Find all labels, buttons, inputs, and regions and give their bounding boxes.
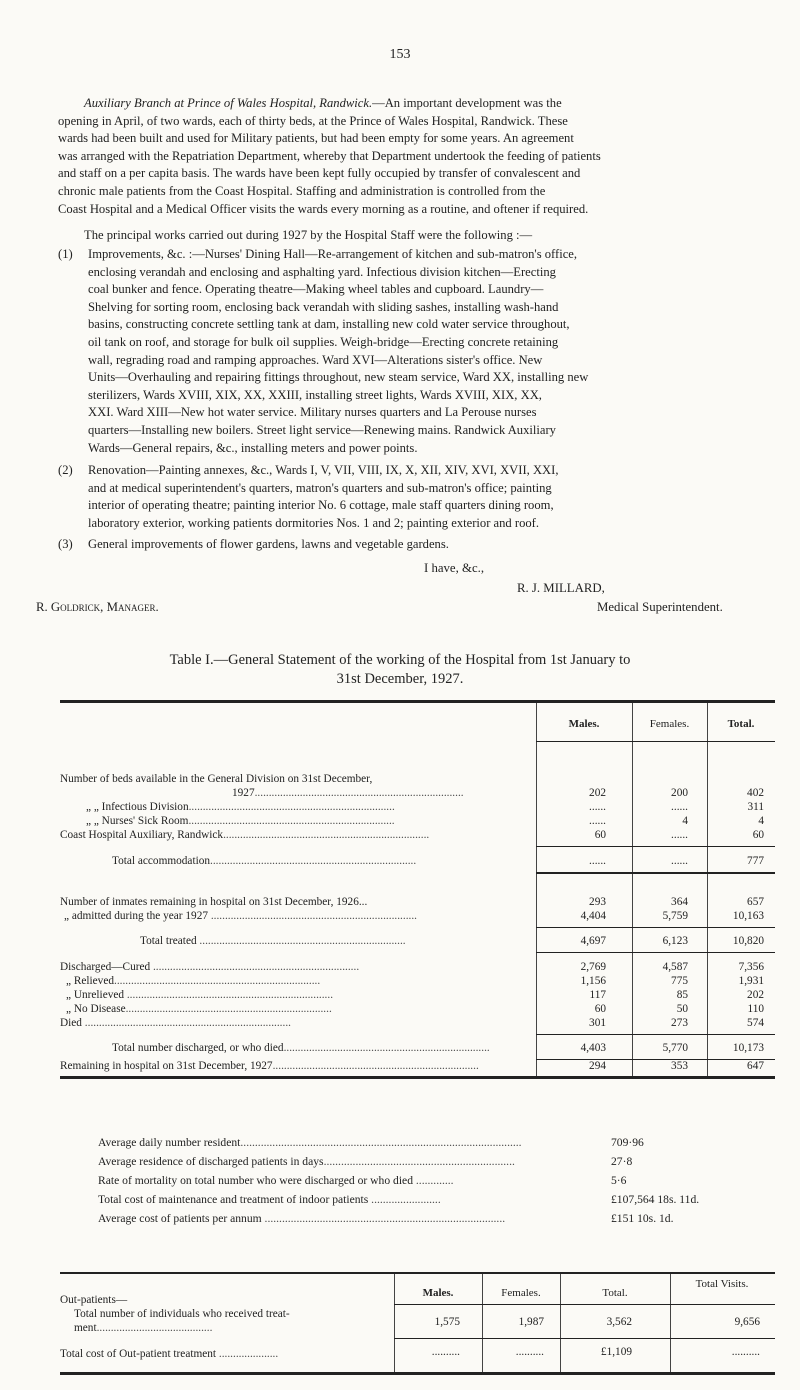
signature-name: R. J. MILLARD, [517, 581, 605, 595]
works-item-number: (1) [58, 247, 73, 261]
average-row [98, 1174, 738, 1193]
works-line: enclosing verandah and enclosing and asphalting yard. Infectious division kitchen—Erecting [88, 264, 556, 279]
table1-cell: 1,156 [580, 975, 606, 987]
table1-cell: 7,356 [738, 961, 764, 973]
average-row-label: Rate of mortality on total number who were discharged or who died ............. [98, 1174, 454, 1187]
table2-cell: .......... [731, 1346, 760, 1358]
intro-line: chronic male patients from the Coast Hospital. Staffing and administration is controlled from the [58, 183, 546, 198]
intro-line: —An important development was the [372, 96, 562, 110]
works-item-1 [58, 246, 766, 457]
table1-cell: 117 [589, 989, 606, 1001]
table1-cell: 4,587 [662, 961, 688, 973]
table1-row-label: Died [60, 1017, 82, 1029]
averages-list [98, 1136, 738, 1231]
manager-signature: R. Goldrick, Manager. [36, 600, 159, 614]
table1-cell: 364 [671, 896, 688, 908]
table1-row-label: „ Relieved [66, 975, 114, 987]
average-row-value: 27·8 [611, 1155, 633, 1168]
works-line: wall, regrading road and ramping approaches. Ward XVI—Alterations sister's office. New [88, 352, 543, 367]
average-row [98, 1193, 738, 1212]
average-row-value: £151 10s. 1d. [611, 1212, 674, 1225]
table1-row: „ „ Nurses' Sick Room......................................................................... [86, 815, 395, 827]
average-row-value: £107,564 18s. 11d. [611, 1193, 700, 1206]
table1-cell: ...... [671, 855, 688, 867]
intro-line: wards had been built and used for Military patients, but had been empty for some years. An agreement [58, 131, 574, 146]
table1-cell: 4,697 [580, 935, 606, 947]
table1-cell: 273 [671, 1017, 688, 1029]
table2-row2-label: Total cost of Out-patient treatment [60, 1348, 217, 1360]
table1-row-label: „ No Disease [66, 1003, 126, 1015]
signature-title: Medical Superintendent. [597, 600, 723, 614]
works-line: basins, constructing concrete settling tank at dam, installing new cold water service throughout, [88, 317, 570, 332]
table1-cell: 60 [594, 1003, 606, 1015]
table1-cell: ...... [671, 801, 688, 813]
table2-header-total: Total. [602, 1287, 628, 1299]
table1-row: Total treated ......................................................................... [140, 935, 406, 947]
works-line: Renovation—Painting annexes, &c., Wards I, V, VII, VIII, IX, X, XII, XIV, XVI, XVII, XXI, [88, 463, 559, 477]
table1-cell: 4,404 [580, 910, 606, 922]
intro-line: and staff on a per capita basis. The wards have been kept fully occupied by transfer of convalescent and [58, 166, 581, 181]
table2-heading: Out-patients— [60, 1294, 128, 1306]
table1-row: „ No Disease......................................................................... [66, 1003, 332, 1015]
table1-section-rule [536, 872, 775, 874]
table1-cell: 200 [671, 787, 688, 799]
table2-header-total-visits: Total Visits. [695, 1278, 749, 1290]
table2-cell: £1,109 [600, 1346, 632, 1358]
table1-row: „ Unrelieved ......................................................................... [66, 989, 334, 1001]
works-line: sterilizers, Wards XVIII, XIX, XX, XXIII, installing street lights, Wards XVIII, XIX, XX, [88, 387, 542, 402]
table1-cell: 4 [758, 815, 764, 827]
table1-cell: 10,163 [732, 910, 764, 922]
table1-cell: 4,403 [580, 1042, 606, 1054]
table1-cell: 402 [747, 787, 764, 799]
table1-row: „ Relieved......................................................................... [66, 975, 321, 987]
intro-title: Auxiliary Branch at Prince of Wales Hospital, Randwick. [84, 96, 373, 110]
table1-row-label: Total number discharged, or who died [112, 1042, 284, 1054]
table1-bottom-rule [60, 1076, 775, 1079]
intro-line: opening in April, of two wards, each of thirty beds, at the Prince of Wales Hospital, Randwick. These [58, 113, 568, 128]
table1-subtotal-rule [536, 846, 775, 847]
table1-cell: 647 [747, 1060, 764, 1072]
average-row-value: 709·96 [611, 1136, 644, 1149]
table1-cell: 301 [589, 1017, 606, 1029]
table1-cell: ...... [671, 829, 688, 841]
table2-top-rule [60, 1272, 775, 1274]
average-row-label: Average cost of patients per annum ................................................................................... [98, 1212, 506, 1225]
table1-cell: 777 [747, 855, 764, 867]
table1-row-label: Remaining in hospital on 31st December, 1927 [60, 1060, 273, 1072]
table1-section-rule [536, 952, 775, 953]
works-line: and at medical superintendent's quarters, matron's quarters and sub-matron's office; painting [88, 480, 552, 495]
table1-header-females: Females. [649, 718, 690, 730]
works-item-2 [58, 462, 766, 532]
table2-cell: 3,562 [606, 1316, 632, 1328]
average-row [98, 1136, 738, 1155]
table1-row: Died ......................................................................... [60, 1017, 291, 1029]
table1-row: 1927.......................................................................... [232, 787, 464, 799]
table1-row-label: Total treated [140, 935, 197, 947]
table1-header-rule [536, 741, 775, 742]
table2-row1-label-a: Total number of individuals who received treat- [74, 1308, 290, 1320]
works-line: laboratory exterior, working patients dormitories Nos. 1 and 2; painting exterior and roof. [88, 515, 540, 530]
table1-cell: 293 [589, 896, 606, 908]
table1-cell: 202 [589, 787, 606, 799]
table1-cell: 574 [747, 1017, 764, 1029]
table2-bottom-rule [60, 1372, 775, 1375]
table1-cell: 10,820 [732, 935, 764, 947]
table2-cell: .......... [431, 1346, 460, 1358]
table1-row: Total number discharged, or who died......................................................................... [112, 1042, 490, 1054]
table1-cell: 10,173 [732, 1042, 764, 1054]
table1-cell: 1,931 [738, 975, 764, 987]
table1-title-line: Table I.—General Statement of the working of the Hospital from 1st January to [169, 652, 631, 668]
works-line: General improvements of flower gardens, lawns and vegetable gardens. [88, 537, 449, 551]
average-row [98, 1212, 738, 1231]
table1-row: „ „ Infectious Division......................................................................... [86, 801, 395, 813]
table1-row-label: „ admitted during the year 1927 [64, 910, 208, 922]
table1-subtotal-rule [536, 927, 775, 928]
table1-header-total: Total. [727, 718, 755, 730]
average-row-value: 5·6 [611, 1174, 627, 1187]
table2-cell: 9,656 [734, 1316, 760, 1328]
table1-cell: 202 [747, 989, 764, 1001]
table1-title [0, 651, 800, 689]
works-line: interior of operating theatre; painting interior No. 6 cottage, male staff quarters dining room, [88, 498, 554, 513]
works-line: Shelving for sorting room, enclosing back verandah with sliding sashes, installing wash-hand [88, 299, 559, 314]
intro-paragraph [58, 95, 766, 218]
table1-cell: 6,123 [662, 935, 688, 947]
works-item-number: (3) [58, 537, 73, 551]
table1-row: „ admitted during the year 1927 ......................................................................... [64, 910, 417, 922]
table1-row-label: „ „ Nurses' Sick Room [86, 815, 189, 827]
table1-cell: 4 [682, 815, 688, 827]
table1-row-label: „ „ Infectious Division [86, 801, 189, 813]
table2-cell: 1,575 [434, 1316, 460, 1328]
table1-cell: 60 [594, 829, 606, 841]
table1-cell: 311 [747, 801, 764, 813]
table1-cell: ...... [589, 855, 606, 867]
table2-row1-label-b: ment [74, 1322, 97, 1334]
table1-row: Total accommodation......................................................................... [112, 855, 417, 867]
table1-top-rule [60, 700, 775, 703]
table1-row-label: Total accommodation [112, 855, 211, 867]
table2-header-rule [394, 1304, 775, 1305]
table1-row-label: Number of inmates remaining in hospital on 31st December, 1926... [60, 896, 368, 908]
table1-cell: 2,769 [580, 961, 606, 973]
average-row-label: Average daily number resident................................................................................................. [98, 1136, 522, 1149]
works-line: Improvements, &c. :—Nurses' Dining Hall—Re-arrangement of kitchen and sub-matron's office, [88, 247, 578, 261]
table1-row-label: Coast Hospital Auxiliary, Randwick [60, 829, 224, 841]
table1-row: Discharged—Cured ......................................................................... [60, 961, 360, 973]
table2-header-males: Males. [422, 1287, 454, 1299]
table1-header-males: Males. [568, 718, 600, 730]
table1-subtotal-rule [536, 1034, 775, 1035]
table1-cell: 50 [676, 1003, 688, 1015]
average-row-label: Average residence of discharged patients in days.................................................................. [98, 1155, 515, 1168]
table1-row: Coast Hospital Auxiliary, Randwick......................................................................... [60, 829, 430, 841]
table2-row1-label-b-row: ment......................................... [74, 1322, 213, 1334]
works-line: coal bunker and fence. Operating theatre—Making wheel tables and cupboard. Laundry— [88, 282, 544, 297]
table1-cell: ...... [589, 801, 606, 813]
table1-cell: 5,759 [662, 910, 688, 922]
table1-cell: 775 [671, 975, 688, 987]
table1-row: Remaining in hospital on 31st December, 1927......................................................................... [60, 1060, 479, 1072]
works-line: XXI. Ward XIII—New hot water service. Military nurses quarters and La Perouse nurses [88, 405, 537, 420]
table2-row-rule [394, 1338, 775, 1339]
table1-cell: 294 [589, 1060, 606, 1072]
works-item-3 [58, 536, 766, 554]
intro-line: Coast Hospital and a Medical Officer visits the wards every morning as a routine, and oftener if required. [58, 201, 589, 216]
page-number: 153 [389, 47, 411, 62]
table1-cell: ...... [589, 815, 606, 827]
table1-cell: 657 [747, 896, 764, 908]
intro-line: was arranged with the Repatriation Department, whereby that Department undertook the feeding of patients [58, 148, 601, 163]
table1-row-label: Discharged—Cured [60, 961, 151, 973]
works-intro: The principal works carried out during 1927 by the Hospital Staff were the following :— [84, 228, 533, 242]
works-item-number: (2) [58, 463, 73, 477]
table2-header-females: Females. [501, 1287, 541, 1299]
table1-row-label: „ Unrelieved [66, 989, 125, 1001]
works-line: Units—Overhauling and repairing fittings throughout, new steam service, Ward XX, installing new [88, 370, 589, 385]
signature-closing: I have, &c., [424, 561, 485, 575]
average-row [98, 1155, 738, 1174]
table2-cell: .......... [515, 1346, 544, 1358]
works-line: oil tank on roof, and storage for bulk oil supplies. Weigh-bridge—Erecting concrete retaining [88, 334, 559, 349]
table2-cell: 1,987 [518, 1316, 544, 1328]
table1-cell: 353 [671, 1060, 688, 1072]
table1-row-label: Number of beds available in the General Division on 31st December, [60, 773, 373, 785]
table2-row2-label-row: Total cost of Out-patient treatment ..................... [60, 1348, 279, 1360]
average-row-label: Total cost of maintenance and treatment of indoor patients ........................ [98, 1193, 441, 1206]
works-line: Wards—General repairs, &c., installing meters and power points. [88, 440, 418, 455]
table1-row-label: 1927 [232, 787, 255, 799]
table1-cell: 110 [747, 1003, 764, 1015]
table1-title-line: 31st December, 1927. [336, 671, 464, 687]
works-line: quarters—Installing new boilers. Street light service—Renewing mains. Randwick Auxiliary [88, 422, 556, 437]
table1-cell: 5,770 [662, 1042, 688, 1054]
table1-cell: 85 [676, 989, 688, 1001]
table1-cell: 60 [752, 829, 764, 841]
